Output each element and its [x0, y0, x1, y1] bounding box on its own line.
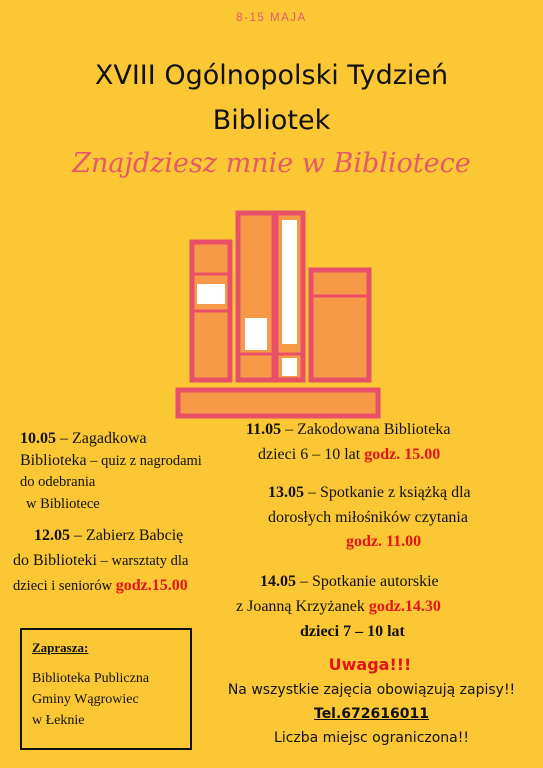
- event-time: godz. 15.00: [364, 446, 441, 463]
- book-1-label: [197, 284, 225, 304]
- event-desc: dorosłych miłośników czytania: [268, 509, 468, 526]
- event-14-05: [260, 571, 530, 593]
- invitation-box: [20, 628, 192, 750]
- event-10-05: [20, 428, 250, 472]
- event-13-05: [268, 482, 538, 504]
- event-title-cont: do Biblioteki: [13, 552, 97, 569]
- event-time: godz.14.30: [368, 598, 441, 615]
- book-3-label: [282, 220, 297, 344]
- event-title: – Zagadkowa: [56, 430, 147, 447]
- organizer: [32, 668, 149, 731]
- event-12-05-cont: [13, 550, 253, 572]
- slogan: Znajdziesz mnie w Bibliotece: [72, 148, 471, 179]
- notice-heading: Uwaga!!!: [328, 655, 412, 674]
- event-desc: – warsztaty dla: [97, 553, 189, 569]
- event-date: 12.05: [34, 527, 70, 544]
- event-12-05: [34, 525, 254, 547]
- book-4: [311, 270, 369, 380]
- organizer-line: Gminy Wągrowiec: [32, 692, 139, 707]
- event-time: godz. 11.00: [346, 533, 422, 550]
- organizer-line: Biblioteka Publiczna: [32, 671, 150, 686]
- event-desc-line: w Bibliotece: [26, 496, 100, 512]
- event-11-05: [246, 419, 536, 441]
- notice-phone: Tel.672616011: [314, 706, 429, 722]
- notice-registration: Na wszystkie zajęcia obowiązują zapisy!!: [227, 682, 516, 698]
- event-title: – Spotkanie z książką dla: [304, 484, 471, 501]
- title-line-1: XVIII Ogólnopolski Tydzień: [94, 60, 449, 91]
- organizer-line: w Łeknie: [32, 713, 85, 728]
- event-date: 11.05: [246, 421, 282, 438]
- event-time: godz.15.00: [115, 577, 188, 594]
- event-11-05-desc: [258, 444, 538, 466]
- invitation-label: Zaprasza:: [32, 640, 89, 655]
- event-12-05-time: [13, 575, 253, 597]
- event-age-group: dzieci 7 – 10 lat: [300, 623, 405, 640]
- event-title: – Zakodowana Biblioteka: [281, 421, 451, 438]
- event-title: – Spotkanie autorskie: [296, 573, 439, 590]
- book-3-label-lower: [282, 358, 297, 376]
- event-title: – Zabierz Babcię: [70, 527, 184, 544]
- event-desc: z Joanną Krzyżanek: [236, 598, 369, 615]
- event-desc: – quiz z nagrodami: [86, 453, 202, 469]
- event-dates: 8-15 MAJA: [236, 12, 307, 24]
- event-title-cont: Biblioteka: [20, 452, 87, 469]
- title-line-2: Bibliotek: [212, 105, 331, 136]
- event-desc-line: do odebrania: [20, 474, 96, 490]
- event-14-05-desc: [236, 596, 536, 618]
- book-2-label: [245, 318, 267, 350]
- event-desc: dzieci i seniorów: [13, 578, 116, 594]
- event-desc: dzieci 6 – 10 lat: [258, 446, 365, 463]
- event-date: 14.05: [260, 573, 296, 590]
- event-date: 13.05: [268, 484, 304, 501]
- notice-limited-seats: Liczba miejsc ograniczona!!: [274, 730, 469, 746]
- event-date: 10.05: [20, 430, 56, 447]
- shelf: [178, 390, 378, 416]
